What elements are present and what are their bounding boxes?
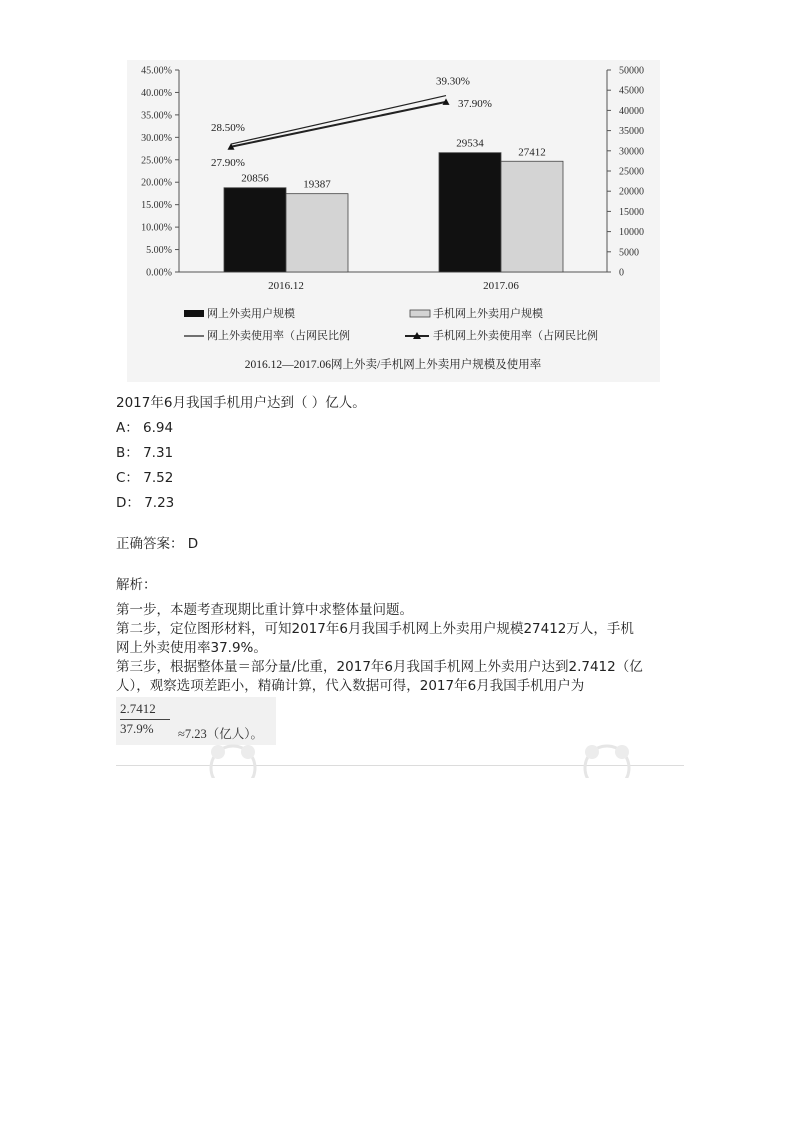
right-tick-label: 50000 [619,65,644,77]
line-value-label: 28.50% [211,122,245,135]
analysis-line: 第三步，根据整体量＝部分量/比重，2017年6月我国手机网上外卖用户达到2.7412（亿 [116,659,643,675]
x-tick-label: 2017.06 [483,280,519,292]
left-tick-label: 15.00% [141,200,172,212]
right-tick-label: 10000 [619,227,644,239]
legend-label: 手机网上外卖使用率（占网民比例 [433,330,598,342]
option-c[interactable] [116,469,173,488]
bar-value-label: 19387 [303,178,331,191]
option-d[interactable] [116,494,174,513]
formula-numerator: 2.7412 [120,701,156,716]
right-tick-label: 40000 [619,105,644,117]
option-letter: B： [116,445,139,461]
left-tick-label: 25.00% [141,155,172,167]
left-tick-label: 40.00% [141,87,172,99]
chart-title: 2016.12—2017.06网上外卖/手机网上外卖用户规模及使用率 [244,359,542,371]
panda-watermark-icon [198,742,268,778]
right-tick-label: 20000 [619,186,644,198]
analysis-line: 第二步，定位图形材料，可知2017年6月我国手机网上外卖用户规模27412万人，手机 [116,621,634,637]
legend-label: 网上外卖用户规模 [207,308,295,320]
option-value: 7.52 [143,470,174,486]
bar [501,161,563,272]
left-tick-label: 35.00% [141,110,172,122]
bar-value-label: 29534 [456,137,484,150]
correct-answer: 正确答案： D [116,536,199,552]
line-value-label: 37.90% [458,97,492,110]
option-value: 7.31 [143,445,174,461]
bar [224,188,286,272]
bar-value-label: 27412 [518,146,546,159]
right-tick-label: 35000 [619,126,644,138]
bar-value-label: 20856 [241,172,269,185]
right-tick-label: 25000 [619,166,644,178]
left-tick-label: 30.00% [141,132,172,144]
chart-figure [127,60,660,382]
option-letter: A： [116,420,139,436]
option-letter: D： [116,495,140,511]
right-tick-label: 0 [619,267,624,279]
left-tick-label: 20.00% [141,177,172,189]
left-tick-label: 0.00% [146,267,172,279]
right-tick-label: 45000 [619,85,644,97]
right-tick-label: 30000 [619,146,644,158]
option-a[interactable] [116,419,173,438]
analysis-heading: 解析： [116,577,157,593]
analysis-line: 网上外卖使用率37.9%。 [116,640,267,656]
line-series [231,102,446,147]
line-series [231,96,446,144]
right-tick-label: 5000 [619,247,639,259]
option-value: 6.94 [143,420,174,436]
chart-svg [127,60,660,382]
option-value: 7.23 [144,495,175,511]
question-text: 2017年6月我国手机用户达到（ ）亿人。 [116,395,366,411]
line-value-label: 27.90% [211,156,245,169]
left-tick-label: 10.00% [141,222,172,234]
option-b[interactable] [116,444,173,463]
right-tick-label: 15000 [619,206,644,218]
legend-label: 网上外卖使用率（占网民比例 [207,330,350,342]
formula-result: ≈7.23（亿人）。 [178,727,263,741]
analysis-line: 人），观察选项差距小，精确计算，代入数据可得，2017年6月我国手机用户为 [116,678,585,694]
legend-swatch [410,310,430,317]
line-value-label: 39.30% [436,75,470,88]
panda-watermark-icon [572,742,642,778]
option-letter: C： [116,470,139,486]
legend-swatch [184,310,204,317]
bar [439,153,501,272]
left-tick-label: 45.00% [141,65,172,77]
formula-denominator: 37.9% [120,721,154,736]
bar [286,194,348,272]
formula-image [116,697,276,745]
legend-label: 手机网上外卖用户规模 [433,308,543,320]
left-tick-label: 5.00% [146,245,172,257]
analysis-line: 第一步，本题考查现期比重计算中求整体量问题。 [116,602,413,618]
fraction-bar [120,719,170,720]
x-tick-label: 2016.12 [268,280,304,292]
